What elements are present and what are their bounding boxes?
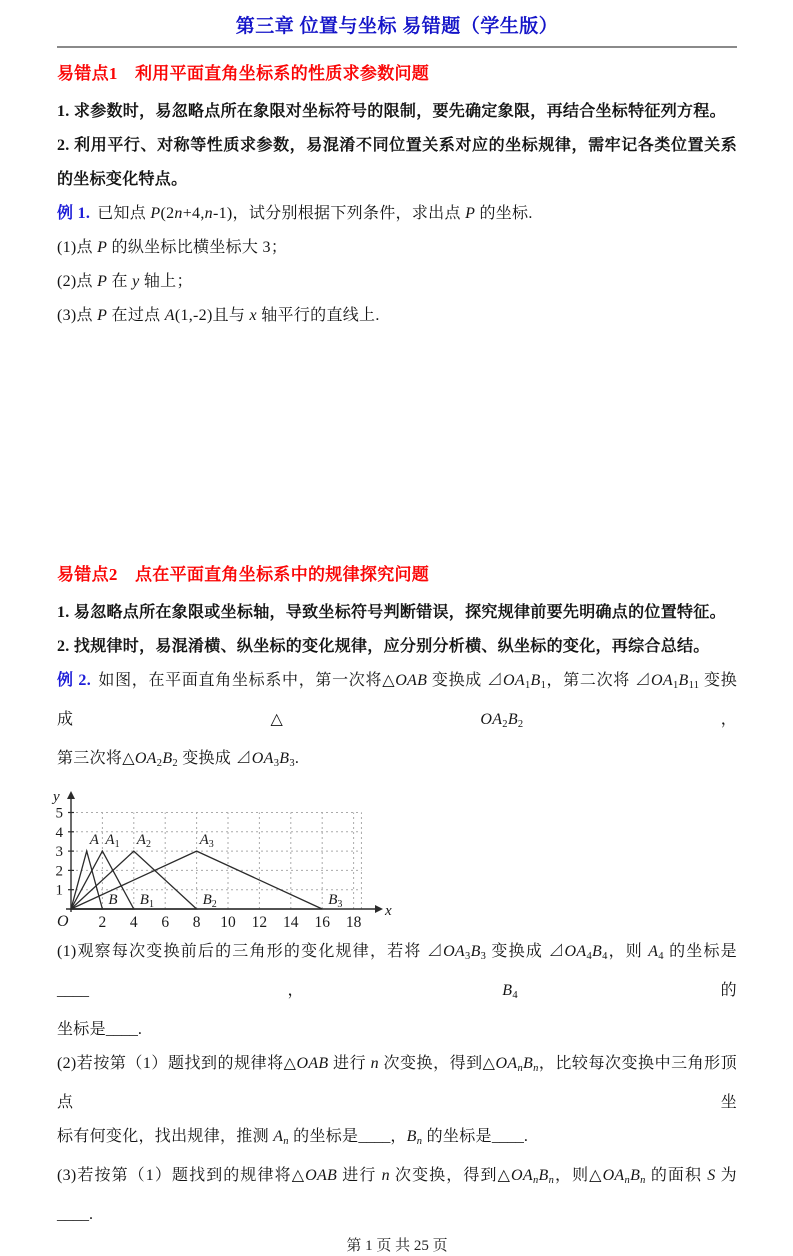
text-run: (1,-2) [174,307,213,324]
x-tick-label: 8 [192,914,201,931]
text-run: -1) [212,205,233,222]
example2-statement-line1 [57,664,737,742]
text-run: n [533,1063,539,1074]
text-run: n [640,1175,646,1186]
text-run: 坐标是 [57,1021,106,1038]
text-run: (3)若按第（1）题找到的规律将△ [57,1167,306,1184]
y-tick-label: 2 [55,863,63,880]
text-run: n [532,1175,539,1186]
x-tick-label: 4 [129,914,138,931]
base-label: $B_2$ [202,892,217,910]
text-run: P [465,205,476,222]
text-run: (1)点 [57,239,98,256]
text-run: y [132,273,140,290]
example2-q2-line1 [57,1047,737,1120]
text-run: OA [443,943,466,960]
text-run: 4 [586,951,593,962]
text-run: 进行 [337,1167,382,1184]
text-run: (1)观察每次变换前后的三角形的变化规律，若将 ⊿ [57,943,444,960]
text-run: OA [134,750,157,767]
text-run: (2 [160,205,175,222]
text-run: OA [480,711,503,728]
text-run: P [97,239,108,256]
text-run: ____ [57,1206,89,1223]
base-label: $B_1$ [139,892,154,910]
example2-text [57,672,737,728]
text-run: +4, [182,205,205,222]
text-run: OA [651,672,673,689]
text-run: B [592,943,603,960]
text-run: 在过点 [107,307,165,324]
text-run: ， [523,711,737,728]
text-run: n [370,1055,379,1072]
x-axis-label: x [385,903,392,919]
text-run: 4 [602,951,608,962]
text-run: B [502,982,513,999]
page-footer: 第 1 页 共 25 页 [346,1238,448,1254]
section2-point1: 1. 易忽略点所在象限或坐标轴，导致坐标符号判断错误，探究规律前要先明确点的位置特征。 [57,604,726,621]
example1-text [97,205,532,222]
text-run: 的 [517,982,737,999]
coordinate-figure [41,785,403,935]
text-run: 的面积 [645,1167,708,1184]
text-run: 变换成 ⊿ [486,943,565,960]
text-run: . [523,1128,529,1145]
text-run: 且与 [212,307,250,324]
text-run: 轴上； [139,273,193,290]
text-run: OA [503,672,525,689]
text-run: OA [495,1055,518,1072]
text-run: S [707,1167,716,1184]
page-title: 第三章 位置与坐标 易错题（学生版） [235,16,559,37]
x-tick-label: 18 [345,914,362,931]
text-run: ____ [358,1128,391,1145]
text-run: ____ [491,1128,524,1145]
x-tick-label: 6 [161,914,170,931]
text-run: A [164,307,175,324]
y-axis-arrow [67,791,75,799]
text-run: . [294,750,300,767]
example2-q1-line1 [57,935,737,1013]
apex-label: A [89,832,99,849]
text-run: 4 [658,951,664,962]
text-run: n [624,1175,631,1186]
apex-label: $A_1$ [105,832,120,851]
y-tick-label: 3 [55,844,63,861]
figure [41,785,737,935]
section1-point2: 2. 利用平行、对称等性质求参数，易混淆不同位置关系对应的坐标规律，需牢记各类位置关系的坐标变化特点。 [57,137,737,188]
text-run: B [162,750,173,767]
x-tick-label: 16 [314,914,330,931]
text-run: 为 [715,1167,737,1184]
text-run: P [97,273,108,290]
text-run: 如图，在平面直角坐标系中，第一次将△ [98,672,396,689]
example2-q2-line2 [57,1120,737,1159]
text-run: 已知点 [97,205,151,222]
y-tick-label: 1 [55,882,63,899]
text-run: 1 [672,680,679,691]
text-run: (3)点 [57,307,98,324]
text-run: 第三次将△ [57,750,135,767]
text-run: 11 [688,680,700,691]
section2-point2: 2. 找规律时，易混淆横、纵坐标的变化规律，应分别分析横、纵坐标的变化，再综合总结。 [57,638,710,655]
text-run: B [470,943,481,960]
text-run: ，则△ [554,1167,603,1184]
text-run: B [630,1167,641,1184]
text-run: 的坐标是 [663,943,737,960]
text-run: n [174,205,183,222]
text-run: 的纵坐标比横坐标大 3； [107,239,288,256]
text-run: x [249,307,257,324]
x-axis-arrow [375,905,383,913]
text-run: 变换成 ⊿ [427,672,503,689]
text-run: 变换成△ [57,672,738,728]
text-run: 3 [480,951,487,962]
text-run: n [416,1136,423,1147]
text-run: ，比较每次变换中三角形顶点坐 [57,1055,737,1111]
example2-q3 [57,1159,737,1232]
text-run: B [507,711,518,728]
text-run: 2 [517,719,524,730]
text-run: 的坐标是 [422,1128,492,1145]
text-run: n [381,1167,390,1184]
text-run: 3 [273,758,280,769]
text-run: ，第二次将 ⊿ [546,672,652,689]
text-run: OA [511,1167,533,1184]
text-run: ， [390,1128,407,1145]
text-run: P [97,307,108,324]
text-run: ， [89,982,503,999]
text-run: OA [602,1167,625,1184]
text-run: (2)若按第（1）题找到的规律将△ [57,1055,297,1072]
example1-statement [57,197,737,231]
text-run: 在 [107,273,133,290]
text-run: n [548,1175,555,1186]
text-run: B [530,672,541,689]
text-run: B [523,1055,534,1072]
example2-statement-line2 [57,742,737,781]
base-label: $B_3$ [328,892,343,910]
apex-label: $A_2$ [136,832,151,851]
title-divider [57,46,737,48]
text-run: P [150,205,161,222]
blank-work-area [57,333,737,549]
text-run: 次变换，得到△ [389,1167,512,1184]
text-run: 标有何变化，找出规律，推测 [57,1128,274,1145]
x-tick-label: 14 [283,914,299,931]
text-run: 4 [512,990,518,1001]
text-run: ，试分别根据下列条件，求出点 [232,205,466,222]
text-run: B [678,672,689,689]
text-run: 2 [156,758,163,769]
text-run: OAB [305,1167,338,1184]
text-run: 的坐标是 [288,1128,359,1145]
text-run: B [279,750,290,767]
example1-label: 例 1. [57,205,91,222]
text-run: 次变换，得到△ [378,1055,496,1072]
base-label: B [108,892,118,908]
section1-point1: 1. 求参数时，易忽略点所在象限对坐标符号的限制，要先确定象限，再结合坐标特征列方程。 [57,103,726,120]
text-run: 2 [172,758,178,769]
text-run: A [648,943,659,960]
text-run: n [204,205,213,222]
example1-q3 [57,299,737,333]
example1-q2 [57,265,737,299]
y-axis-label: y [53,789,60,805]
text-run: 3 [289,758,295,769]
text-run: OA [251,750,274,767]
x-tick-label: 10 [220,914,236,931]
text-run: A [273,1128,284,1145]
text-run: 1 [540,680,547,691]
section2-heading: 易错点2 点在平面直角坐标系中的规律探究问题 [57,565,430,584]
text-run: 3 [465,951,471,962]
text-run: . [137,1021,143,1038]
example2-label: 例 2. [57,672,91,689]
text-run: B [538,1167,549,1184]
text-run: B [406,1128,417,1145]
text-run: ____ [105,1021,138,1038]
example1-q1 [57,231,737,265]
text-run: 2 [502,719,508,730]
text-run: n [283,1136,289,1147]
text-run: 的坐标. [475,205,533,222]
text-run: 轴平行的直线上. [256,307,380,324]
x-tick-label: 12 [251,914,268,931]
text-run: (2)点 [57,273,98,290]
text-run: 1 [524,680,531,691]
text-run: n [517,1063,523,1074]
text-run: OAB [296,1055,329,1072]
example2-q1-line2 [57,1013,737,1047]
x-tick-label: 2 [98,914,107,931]
section1-heading: 易错点1 利用平面直角坐标系的性质求参数问题 [57,64,430,83]
text-run: OA [564,943,587,960]
text-run: OAB [395,672,428,689]
origin-label: O [57,913,69,930]
text-run: 变换成 ⊿ [177,750,252,767]
text-run: . [89,1206,94,1223]
y-tick-label: 5 [55,805,63,822]
y-tick-label: 4 [55,824,63,841]
apex-label: $A_3$ [199,832,214,851]
text-run: ____ [57,982,89,999]
text-run: 进行 [328,1055,371,1072]
text-run: ，则 [607,943,649,960]
